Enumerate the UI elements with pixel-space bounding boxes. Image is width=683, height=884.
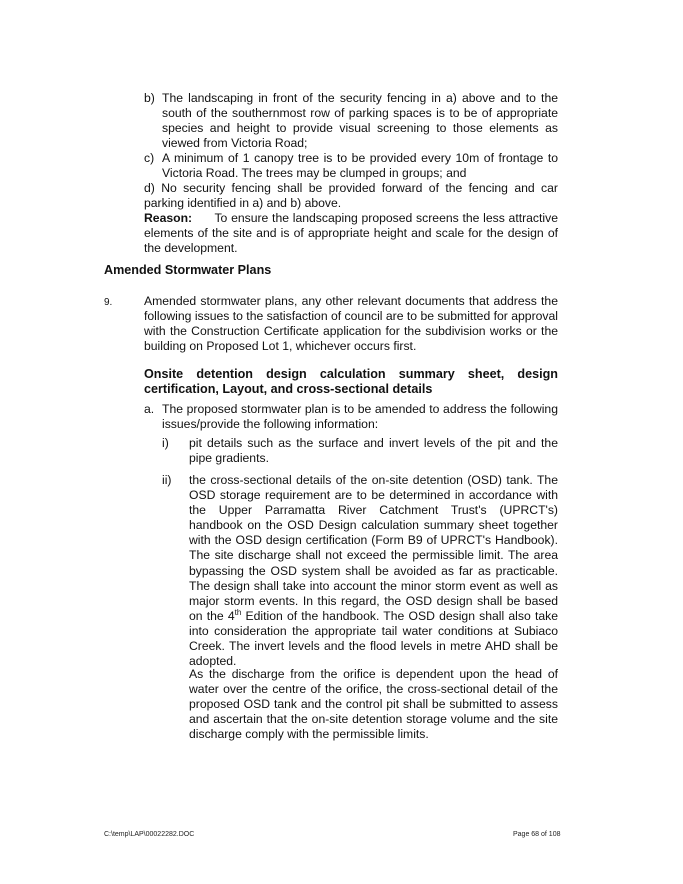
orifice-paragraph: As the discharge from the orifice is dependent upon the head of water over the centre of the orifice, the cross-sectional detail of the proposed OSD tank and the control pit shall be submitted to assess and ascertain that the on-site detention storage volume and the site discharge comply with the permissible limits. [189, 667, 558, 742]
list-text-ii [189, 473, 558, 669]
condition-text: Amended stormwater plans, any other relevant documents that address the following issues to the satisfaction of council are to be submitted for approval with the Construction Certificate application for the subdivision works or the building on Proposed Lot 1, whichever occurs first. [144, 294, 558, 354]
condition-number: 9. [104, 297, 113, 308]
list-label-c: c) [144, 151, 155, 165]
list-item-a [144, 402, 558, 432]
list-item-d: d) No security fencing shall be provided forward of the fencing and car parking identified in a) and b) above. [144, 181, 558, 211]
section-heading: Amended Stormwater Plans [104, 263, 272, 277]
list-text-b: The landscaping in front of the security fencing in a) above and to the south of the southernmost row of parking spaces is to be of appropriate species and height to provide visual screening to those elements as viewed from Victoria Road; [162, 91, 558, 151]
list-label-b: b) [144, 91, 155, 105]
list-item-b [144, 91, 558, 151]
list-label-i: i) [162, 436, 169, 450]
list-label-ii: ii) [162, 473, 172, 487]
list-text-c: A minimum of 1 canopy tree is to be provided every 10m of frontage to Victoria Road. The trees may be clumped in groups; and [162, 151, 558, 181]
reason-text: To ensure the landscaping proposed screens the less attractive elements of the site and is of appropriate height and scale for the design of the development. [144, 211, 558, 256]
reason-paragraph [144, 211, 558, 256]
footer-file-path: C:\temp\LAP\00022282.DOC [104, 831, 195, 838]
footer-page-number: Page 68 of 108 [513, 831, 561, 838]
list-text-ii-part2: Edition of the handbook. The OSD design shall also take into consideration the appropriate tail water conditions at Subiaco Creek. The invert levels and the flood levels in metre AHD shall be adopted. [189, 608, 558, 669]
list-text-i: pit details such as the surface and invert levels of the pit and the pipe gradients. [189, 436, 558, 466]
edition-superscript: th [234, 607, 242, 617]
list-item-ii [162, 473, 558, 669]
list-label-a: a. [144, 402, 155, 416]
list-text-a: The proposed stormwater plan is to be amended to address the following issues/provide the following information: [162, 402, 558, 432]
onsite-detention-heading: Onsite detention design calculation summary sheet, design certification, Layout, and cross-sectional details [144, 367, 558, 397]
list-text-ii-part1: the cross-sectional details of the on-site detention (OSD) tank. The OSD storage requirement are to be determined in accordance with the Upper Parramatta River Catchment Trust's (UPRCT's) handbook on the OSD Design calculation summary sheet together with the OSD design certification (Form B9 of UPRCT's Handbook). The site discharge shall not exceed the permissible limit. The area bypassing the OSD system shall be avoided as far as practicable. The design shall take into account the minor storm event as well as major storm events. In this regard, the OSD design shall be based on the 4 [189, 473, 558, 623]
list-item-i [162, 436, 558, 466]
list-item-c [144, 151, 558, 181]
reason-label: Reason: [144, 211, 193, 225]
